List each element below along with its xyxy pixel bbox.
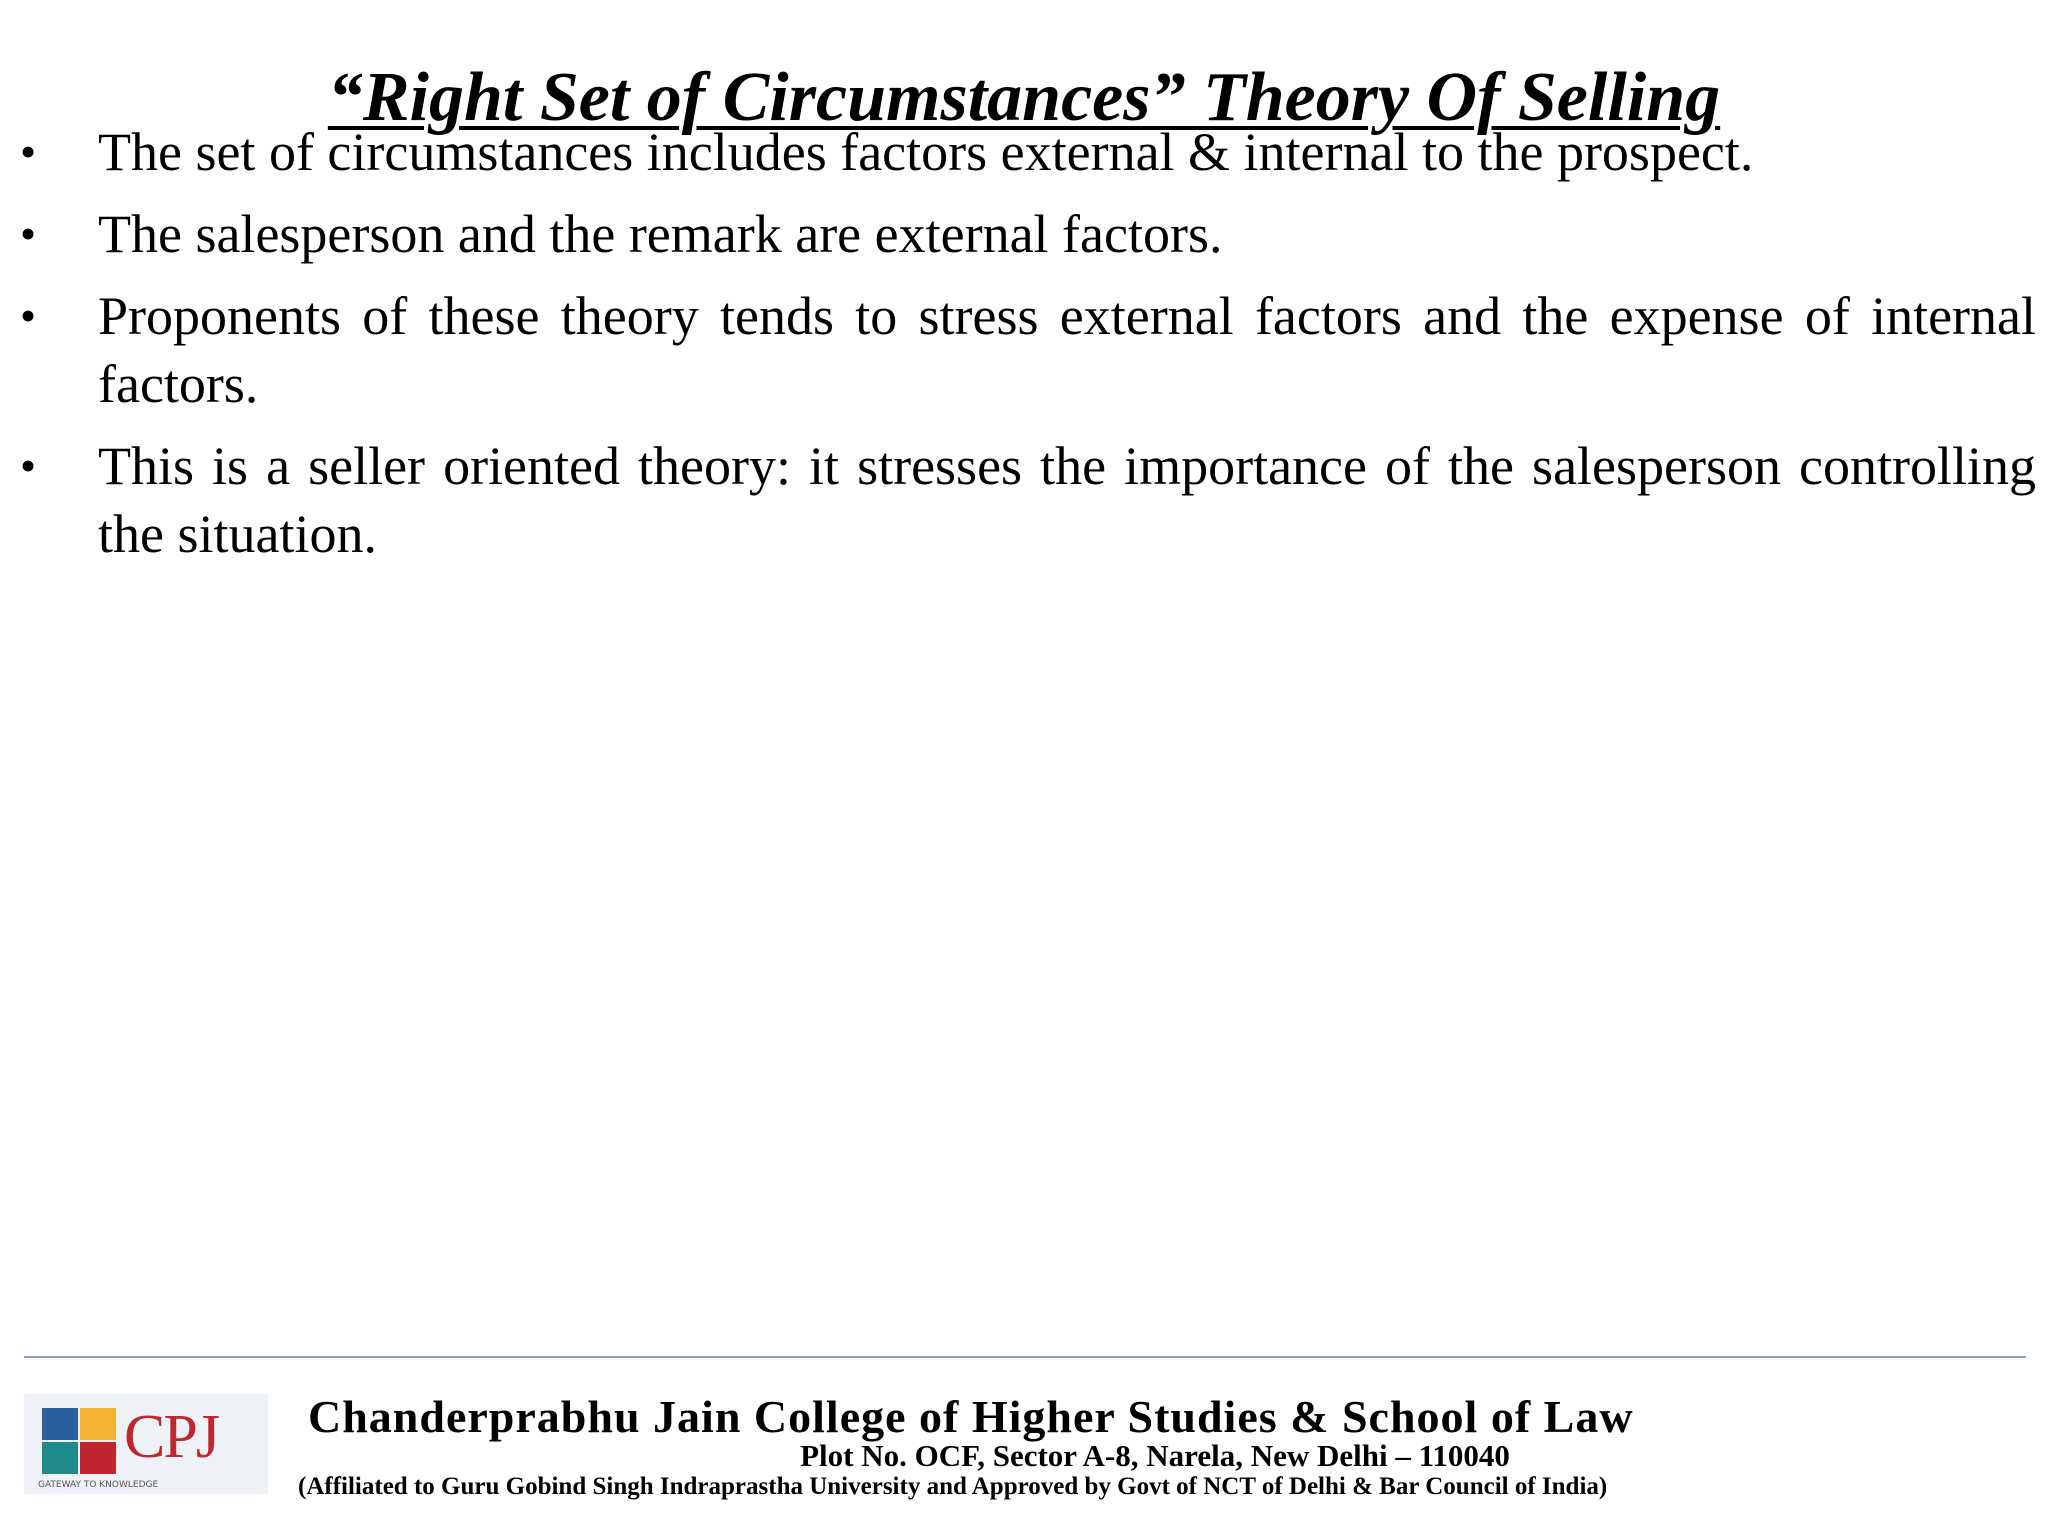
bullet-text: The set of circumstances includes factors external & internal to the prospect.	[98, 122, 1754, 182]
bullet-text: The salesperson and the remark are external factors.	[98, 204, 1223, 264]
college-affiliation: (Affiliated to Guru Gobind Singh Indraprastha University and Approved by Govt of NCT of Delhi & Bar Council of India)	[298, 1473, 1608, 1500]
college-address: Plot No. OCF, Sector A-8, Narela, New Delhi – 110040	[800, 1438, 1510, 1473]
bullet-text: Proponents of these theory tends to stress external factors and the expense of internal factors.	[98, 286, 2036, 414]
bullet-item	[0, 200, 2048, 268]
college-name: Chanderprabhu Jain College of Higher Studies & School of Law	[308, 1391, 1634, 1442]
college-footer	[24, 1390, 2026, 1500]
bullet-dot-icon: •	[20, 208, 37, 259]
bullet-item	[0, 432, 2048, 568]
bullet-dot-icon: •	[20, 440, 37, 491]
bullet-text: This is a seller oriented theory: it stresses the importance of the salesperson controlling the situation.	[98, 436, 2036, 564]
slide-title: “Right Set of Circumstances” Theory Of Selling	[327, 59, 1721, 136]
bullet-list	[0, 118, 2048, 582]
bullet-dot-icon: •	[20, 126, 37, 177]
logo-wordmark: CPJ	[124, 1403, 218, 1471]
bullet-dot-icon: •	[20, 290, 37, 341]
bullet-item	[0, 282, 2048, 418]
bullet-item	[0, 118, 2048, 186]
logo-tagline: GATEWAY TO KNOWLEDGE	[38, 1480, 159, 1490]
footer-divider	[24, 1356, 2026, 1358]
